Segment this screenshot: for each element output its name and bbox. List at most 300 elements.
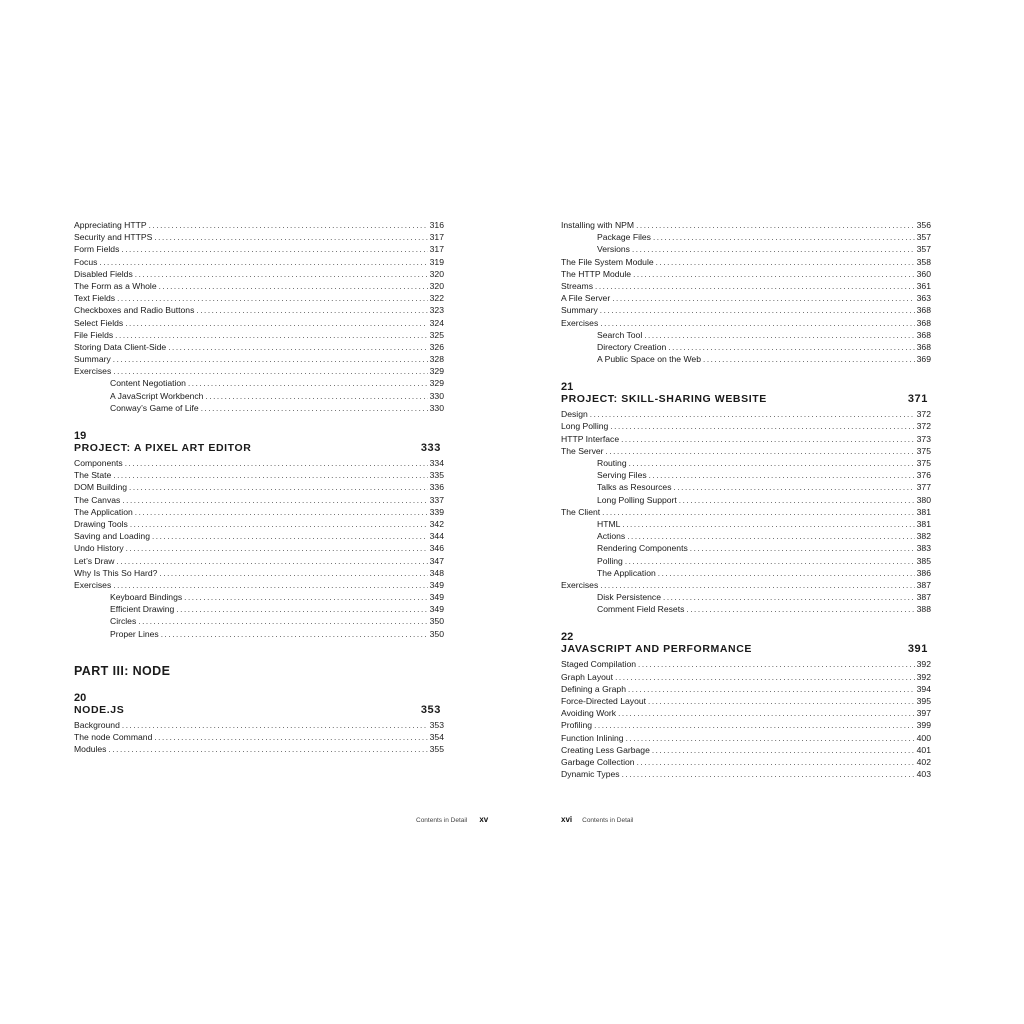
leader-dots — [636, 220, 915, 232]
running-footer-label: Contents in Detail — [416, 817, 468, 824]
leader-dots — [632, 244, 915, 256]
toc-entry[interactable] — [561, 744, 931, 756]
entry-title: Versions — [597, 244, 630, 255]
leader-dots — [649, 470, 915, 482]
leader-dots — [658, 568, 915, 580]
entry-title: Components — [74, 458, 123, 468]
entry-title: Exercises — [561, 579, 599, 590]
entry-page-number: 357 — [916, 232, 931, 243]
entry-title: Creating Less Garbage — [561, 744, 650, 755]
leader-dots — [612, 293, 914, 305]
leader-dots — [653, 232, 915, 244]
entry-page-number: 381 — [916, 518, 931, 529]
entry-title: Disabled Fields — [74, 268, 133, 279]
chapter-heading[interactable] — [561, 643, 931, 655]
entry-page-number: 376 — [916, 470, 931, 481]
entry-page-number: 326 — [429, 341, 444, 352]
toc-list — [74, 219, 444, 414]
page-folio: xvi — [561, 815, 573, 824]
entry-page-number: 322 — [429, 293, 444, 304]
entry-title: Summary — [561, 305, 598, 316]
entry-page-number: 383 — [916, 543, 931, 554]
entry-page-number: 329 — [429, 378, 444, 389]
leader-dots — [590, 409, 915, 421]
leader-dots — [159, 281, 428, 293]
entry-page-number: 350 — [429, 616, 444, 627]
toc-subentry[interactable] — [561, 494, 931, 506]
chapter-21 — [561, 381, 931, 615]
toc-entry[interactable] — [561, 256, 931, 268]
entry-title: Force-Directed Layout — [561, 696, 647, 706]
entry-title: Function Inlining — [561, 732, 624, 743]
toc-entry[interactable] — [74, 317, 444, 329]
entry-page-number: 316 — [429, 220, 444, 230]
toc-entry[interactable] — [561, 219, 931, 231]
toc-subentry[interactable] — [561, 530, 931, 542]
leader-dots — [188, 378, 428, 390]
leader-dots — [656, 257, 915, 269]
toc-subentry[interactable] — [561, 518, 931, 530]
entry-title: The Canvas — [74, 494, 121, 505]
toc-entry[interactable] — [74, 506, 444, 518]
toc-subentry[interactable] — [74, 615, 444, 627]
toc-entry[interactable] — [74, 304, 444, 316]
leader-dots — [629, 458, 915, 470]
toc-subentry[interactable] — [74, 390, 444, 402]
toc-subentry[interactable] — [561, 567, 931, 579]
leader-dots — [637, 757, 915, 769]
toc-entry[interactable] — [561, 506, 931, 518]
entry-page-number: 372 — [916, 421, 931, 432]
entry-title: Avoiding Work — [561, 708, 617, 719]
chapter-heading[interactable] — [74, 442, 444, 454]
leader-dots — [622, 519, 914, 531]
entry-title: Exercises — [74, 579, 112, 590]
chapter-title: PROJECT: A PIXEL ART EDITOR — [74, 442, 252, 454]
entry-title: The Server — [561, 445, 604, 456]
leader-dots — [626, 733, 915, 745]
entry-page-number: 354 — [429, 732, 444, 742]
entry-page-number: 394 — [916, 683, 931, 694]
leader-dots — [648, 696, 915, 708]
entry-title: Disk Persistence — [597, 592, 661, 603]
entry-title: Search Tool — [597, 329, 643, 340]
entry-title: A File Server — [561, 293, 611, 304]
leader-dots — [594, 720, 915, 732]
entry-page-number: 356 — [916, 220, 931, 230]
leader-dots — [125, 458, 428, 470]
entry-page-number: 386 — [916, 567, 931, 578]
toc-entry[interactable] — [74, 719, 444, 731]
toc-entry[interactable] — [74, 494, 444, 506]
leader-dots — [663, 592, 915, 604]
toc-entry[interactable] — [561, 695, 931, 707]
toc-entry[interactable] — [561, 304, 931, 316]
entry-page-number: 399 — [916, 720, 931, 731]
left-page — [74, 219, 444, 755]
entry-page-number: 375 — [916, 458, 931, 468]
entry-title: Talks as Resources — [597, 482, 672, 493]
chapter-page-number: 391 — [907, 643, 928, 656]
entry-page-number: 325 — [429, 329, 444, 340]
toc-subentry[interactable] — [561, 591, 931, 603]
entry-page-number: 329 — [429, 366, 444, 377]
entry-page-number: 385 — [916, 555, 931, 566]
entry-title: Serving Files — [597, 470, 647, 481]
entry-page-number: 358 — [916, 256, 931, 267]
chapter-page-number: 333 — [420, 442, 441, 454]
entry-title: Modules — [74, 744, 107, 755]
toc-list — [74, 719, 444, 756]
entry-title: Installing with NPM — [561, 220, 635, 230]
leader-dots — [628, 684, 915, 696]
leader-dots — [129, 482, 428, 494]
toc-entry[interactable] — [561, 280, 931, 292]
entry-title: Staged Compilation — [561, 659, 637, 670]
running-footer-label: Contents in Detail — [582, 817, 634, 824]
leader-dots — [196, 305, 427, 317]
toc-entry[interactable] — [561, 719, 931, 731]
entry-title: Garbage Collection — [561, 756, 635, 767]
toc-entry[interactable] — [74, 231, 444, 243]
entry-title: Exercises — [561, 317, 599, 328]
entry-title: Graph Layout — [561, 671, 614, 682]
leader-dots — [125, 318, 427, 330]
leader-dots — [615, 672, 915, 684]
entry-page-number: 402 — [916, 756, 931, 767]
entry-title: The HTTP Module — [561, 268, 632, 279]
leader-dots — [122, 495, 427, 507]
entry-page-number: 347 — [429, 555, 444, 566]
chapter-page-number: 353 — [420, 703, 441, 716]
entry-page-number: 320 — [429, 280, 444, 291]
entry-title: Why Is This So Hard? — [74, 567, 158, 578]
entry-page-number: 395 — [916, 696, 931, 706]
toc-entry[interactable] — [74, 256, 444, 268]
leader-dots — [622, 769, 915, 781]
entry-title: Saving and Loading — [74, 531, 150, 542]
toc-entry[interactable] — [74, 469, 444, 481]
toc-subentry[interactable] — [74, 628, 444, 640]
leader-dots — [138, 616, 427, 628]
entry-page-number: 397 — [916, 708, 931, 719]
chapter-22 — [561, 631, 931, 780]
entry-title: Let’s Draw — [74, 555, 115, 566]
toc-subentry[interactable] — [561, 243, 931, 255]
entry-title: The Client — [561, 506, 601, 517]
entry-page-number: 328 — [429, 354, 444, 365]
entry-title: Comment Field Resets — [597, 604, 685, 615]
entry-page-number: 324 — [429, 317, 444, 328]
entry-title: A Public Space on the Web — [597, 354, 701, 365]
toc-list — [561, 658, 931, 780]
entry-title: Focus — [74, 256, 98, 267]
toc-entry[interactable] — [74, 518, 444, 530]
toc-entry[interactable] — [561, 420, 931, 432]
entry-title: Background — [74, 719, 120, 730]
entry-page-number: 372 — [916, 409, 931, 420]
leader-dots — [686, 604, 914, 616]
toc-entry[interactable] — [561, 268, 931, 280]
leader-dots — [135, 507, 428, 519]
entry-title: Defining a Graph — [561, 683, 626, 694]
entry-page-number: 346 — [429, 543, 444, 554]
leader-dots — [625, 556, 915, 568]
chapter-19 — [74, 430, 444, 640]
entry-title: A JavaScript Workbench — [110, 390, 204, 401]
entry-title: HTTP Interface — [561, 433, 620, 444]
leader-dots — [595, 281, 915, 293]
entry-page-number: 360 — [916, 268, 931, 279]
part-title: PART III: NODE — [74, 663, 171, 678]
leader-dots — [184, 592, 428, 604]
toc-entry[interactable] — [74, 542, 444, 554]
leader-dots — [130, 519, 428, 531]
toc-entry[interactable] — [74, 567, 444, 579]
toc-entry[interactable] — [561, 671, 931, 683]
entry-title: Storing Data Client-Side — [74, 341, 167, 352]
entry-title: The Application — [74, 506, 133, 517]
toc-entry[interactable] — [74, 353, 444, 365]
toc-entry[interactable] — [561, 445, 931, 457]
entry-title: Proper Lines — [110, 628, 159, 639]
entry-page-number: 357 — [916, 244, 931, 255]
leader-dots — [610, 421, 914, 433]
toc-entry[interactable] — [561, 408, 931, 420]
leader-dots — [679, 495, 915, 507]
leader-dots — [652, 745, 915, 757]
entry-title: Content Negotiation — [110, 378, 186, 389]
entry-page-number: 353 — [429, 719, 444, 730]
entry-page-number: 349 — [429, 579, 444, 590]
leader-dots — [205, 391, 427, 403]
toc-entry[interactable] — [561, 707, 931, 719]
entry-page-number: 320 — [429, 268, 444, 279]
leader-dots — [602, 507, 914, 519]
entry-title: File Fields — [74, 329, 114, 340]
entry-page-number: 349 — [429, 592, 444, 603]
toc-subentry[interactable] — [561, 341, 931, 353]
leader-dots — [176, 604, 427, 616]
leader-dots — [154, 732, 427, 744]
toc-subentry[interactable] — [561, 353, 931, 365]
entry-page-number: 317 — [429, 232, 444, 243]
entry-page-number: 400 — [916, 732, 931, 743]
toc-subentry[interactable] — [561, 469, 931, 481]
toc-entry[interactable] — [74, 329, 444, 341]
toc-entry[interactable] — [74, 731, 444, 743]
leader-dots — [606, 446, 915, 458]
chapter-number: 19 — [74, 430, 87, 442]
toc-entry[interactable] — [561, 768, 931, 780]
toc-entry[interactable] — [561, 317, 931, 329]
leader-dots — [644, 330, 914, 342]
toc-entry[interactable] — [561, 433, 931, 445]
entry-title: Long Polling Support — [597, 494, 677, 505]
leader-dots — [121, 244, 427, 256]
toc-list — [561, 219, 931, 365]
entry-page-number: 323 — [429, 305, 444, 316]
entry-page-number: 361 — [916, 280, 931, 291]
chapter-20 — [74, 692, 444, 756]
toc-subentry[interactable] — [561, 481, 931, 493]
entry-page-number: 342 — [429, 518, 444, 529]
chapter-title: JAVASCRIPT AND PERFORMANCE — [561, 643, 752, 656]
chapter-page-number: 371 — [907, 393, 928, 406]
entry-page-number: 381 — [916, 506, 931, 517]
entry-title: Directory Creation — [597, 341, 667, 352]
chapter-number: 20 — [74, 691, 87, 704]
toc-entry[interactable] — [561, 579, 931, 591]
entry-page-number: 387 — [916, 592, 931, 603]
toc-entry[interactable] — [74, 530, 444, 542]
leader-dots — [600, 305, 915, 317]
toc-entry[interactable] — [74, 268, 444, 280]
toc-subentry[interactable] — [74, 402, 444, 414]
entry-page-number: 339 — [429, 506, 444, 517]
toc-entry[interactable] — [561, 292, 931, 304]
leader-dots — [99, 257, 427, 269]
chapter-heading[interactable] — [74, 704, 444, 716]
leader-dots — [621, 434, 915, 446]
leader-dots — [168, 342, 427, 354]
toc-entry[interactable] — [74, 579, 444, 591]
leader-dots — [201, 403, 428, 415]
toc-subentry[interactable] — [74, 591, 444, 603]
entry-title: Security and HTTPS — [74, 232, 153, 243]
leader-dots — [108, 744, 427, 756]
entry-page-number: 380 — [916, 494, 931, 505]
entry-page-number: 319 — [429, 256, 444, 267]
entry-page-number: 401 — [916, 744, 931, 755]
leader-dots — [113, 470, 427, 482]
toc-entry[interactable] — [561, 658, 931, 670]
entry-title: Profiling — [561, 720, 593, 731]
entry-page-number: 363 — [916, 293, 931, 304]
toc-entry[interactable] — [74, 365, 444, 377]
entry-title: Summary — [74, 354, 111, 365]
entry-title: Form Fields — [74, 244, 120, 255]
entry-page-number: 334 — [429, 458, 444, 468]
entry-page-number: 382 — [916, 531, 931, 542]
toc-entry[interactable] — [74, 555, 444, 567]
entry-title: DOM Building — [74, 482, 128, 493]
entry-title: Package Files — [597, 232, 651, 243]
entry-title: Routing — [597, 458, 627, 468]
toc-entry[interactable] — [561, 732, 931, 744]
entry-title: Circles — [110, 616, 137, 627]
leader-dots — [161, 629, 428, 641]
toc-entry[interactable] — [561, 683, 931, 695]
entry-page-number: 388 — [916, 604, 931, 615]
entry-title: HTML — [597, 518, 621, 529]
leader-dots — [638, 659, 915, 671]
chapter-number: 22 — [561, 631, 574, 644]
entry-page-number: 387 — [916, 579, 931, 590]
leader-dots — [618, 708, 915, 720]
entry-title: Long Polling — [561, 421, 609, 432]
toc-subentry[interactable] — [561, 555, 931, 567]
entry-title: Appreciating HTTP — [74, 220, 147, 230]
toc-subentry[interactable] — [561, 329, 931, 341]
toc-subentry[interactable] — [561, 542, 931, 554]
entry-title: Text Fields — [74, 293, 116, 304]
toc-entry[interactable] — [74, 280, 444, 292]
leader-dots — [126, 543, 428, 555]
leader-dots — [633, 269, 915, 281]
leader-dots — [674, 482, 915, 494]
entry-title: Keyboard Bindings — [110, 592, 183, 603]
toc-entry[interactable] — [74, 292, 444, 304]
entry-page-number: 349 — [429, 604, 444, 615]
toc-entry[interactable] — [74, 243, 444, 255]
entry-page-number: 368 — [916, 341, 931, 352]
entry-title: Checkboxes and Radio Buttons — [74, 305, 195, 316]
toc-subentry[interactable] — [74, 377, 444, 389]
entry-title: Select Fields — [74, 317, 124, 328]
leader-dots — [690, 543, 915, 555]
leader-dots — [703, 354, 915, 366]
entry-title: The State — [74, 470, 112, 481]
chapter-heading[interactable] — [561, 393, 931, 405]
entry-title: Drawing Tools — [74, 518, 128, 529]
entry-page-number: 330 — [429, 402, 444, 413]
entry-title: Polling — [597, 555, 623, 566]
toc-entry[interactable] — [74, 219, 444, 231]
entry-page-number: 348 — [429, 567, 444, 578]
entry-title: Undo History — [74, 543, 124, 554]
page-folio: xv — [479, 815, 489, 824]
entry-title: Design — [561, 409, 588, 420]
page-footer-left — [416, 815, 488, 824]
leader-dots — [154, 232, 427, 244]
chapter-number: 21 — [561, 381, 574, 394]
entry-title: Actions — [597, 531, 626, 542]
toc-entry[interactable] — [74, 481, 444, 493]
toc-entry[interactable] — [74, 457, 444, 469]
entry-page-number: 330 — [429, 390, 444, 401]
toc-subentry[interactable] — [561, 603, 931, 615]
leader-dots — [149, 220, 428, 232]
entry-title: Conway’s Game of Life — [110, 402, 199, 413]
entry-title: Streams — [561, 280, 593, 291]
entry-page-number: 355 — [429, 744, 444, 755]
leader-dots — [113, 354, 428, 366]
toc-entry[interactable] — [561, 756, 931, 768]
entry-page-number: 403 — [916, 769, 931, 780]
leader-dots — [135, 269, 428, 281]
page-footer-right — [561, 815, 633, 824]
entry-title: The node Command — [74, 732, 153, 742]
entry-page-number: 344 — [429, 531, 444, 542]
toc-subentry[interactable] — [561, 457, 931, 469]
entry-page-number: 392 — [916, 659, 931, 670]
leader-dots — [122, 720, 428, 732]
toc-entry[interactable] — [74, 341, 444, 353]
leader-dots — [668, 342, 914, 354]
entry-page-number: 377 — [916, 482, 931, 493]
entry-page-number: 368 — [916, 329, 931, 340]
entry-title: Dynamic Types — [561, 769, 620, 780]
toc-subentry[interactable] — [74, 603, 444, 615]
entry-title: The Application — [597, 567, 656, 578]
entry-page-number: 337 — [429, 494, 444, 505]
entry-title: Rendering Components — [597, 543, 688, 554]
entry-page-number: 336 — [429, 482, 444, 493]
toc-entry[interactable] — [74, 743, 444, 755]
entry-title: The Form as a Whole — [74, 280, 157, 291]
toc-subentry[interactable] — [561, 231, 931, 243]
